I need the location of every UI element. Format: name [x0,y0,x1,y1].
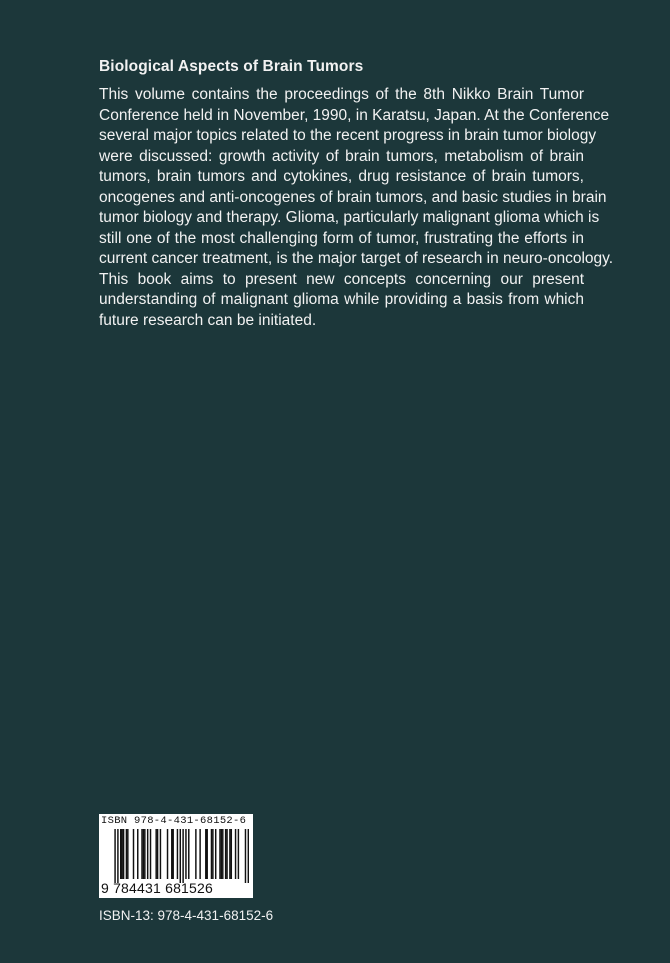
description-line: were discussed: growth activity of brain tumors, metabolism of brain [99,147,584,165]
description-line: oncogenes and anti-oncogenes of brain tumors, and basic studies in brain [99,188,607,206]
barcode-bar [114,829,115,883]
isbn-barcode [99,814,253,898]
barcode-bar [141,829,142,879]
isbn-13-text: ISBN-13: 978-4-431-68152-6 [99,908,274,923]
description-line: This book aims to present new concepts concerning our present [99,270,584,288]
barcode-bar [172,829,173,879]
barcode-bar [226,829,227,879]
barcode-bar [245,829,246,883]
barcode-bar [188,829,189,879]
barcode-bar [221,829,222,879]
barcode-bar [238,829,239,879]
barcode-bar [160,829,161,879]
barcode-bar [123,829,124,879]
barcode-bar [205,829,206,879]
barcode-bar [199,829,200,879]
description-line: current cancer treatment, is the major target of research in neuro-oncology. [99,250,614,267]
barcode-bar [225,829,226,879]
barcode-bar [211,829,212,879]
description-line: tumor biology and therapy. Glioma, particularly malignant glioma which is [99,209,600,226]
barcode-bar [155,829,156,879]
barcode-bar [215,829,216,879]
barcode-isbn-label: ISBN 978-4-431-68152-6 [101,815,247,827]
barcode-bar [206,829,207,879]
barcode-bar [144,829,145,879]
barcode-bar [219,829,220,879]
description-line: several major topics related to the recent progress in brain tumor biology [99,127,597,144]
description-line: future research can be initiated. [99,311,317,329]
barcode-bar [147,829,148,879]
barcode-bar [121,829,122,879]
barcode-bar [137,829,138,879]
barcode-bar [171,829,172,879]
barcode-bar [127,829,128,879]
barcode-bar [120,829,121,879]
barcode-bar [185,829,186,879]
barcode-bar [133,829,134,879]
barcode-bar [248,829,249,883]
barcode-digits: 9 784431 681526 [101,880,213,896]
barcode-bar [235,829,236,879]
description-line: This volume contains the proceedings of the 8th Nikko Brain Tumor [99,86,584,103]
barcode-bar [212,829,213,879]
barcode-bar [195,829,196,879]
barcode-bar [117,829,118,883]
book-description [99,85,614,331]
barcode-bar [229,829,230,879]
barcode-bar [177,829,178,879]
barcode-bar [222,829,223,879]
barcode-bar [182,829,183,883]
description-line: Conference held in November, 1990, in Karatsu, Japan. At the Conference [99,106,610,124]
barcode-bar [157,829,158,879]
book-title: Biological Aspects of Brain Tumors [99,58,364,75]
barcode-bars [103,829,249,883]
barcode-bar [180,829,181,883]
barcode-bar [231,829,232,879]
description-line: understanding of malignant glioma while providing a basis from which [99,291,584,308]
barcode-bar [143,829,144,879]
barcode-bar [167,829,168,879]
barcode-bar [126,829,127,879]
description-line: still one of the most challenging form of tumor, frustrating the efforts in [99,229,584,247]
description-line: tumors, brain tumors and cytokines, drug resistance of brain tumors, [99,168,584,185]
barcode-bar [150,829,151,879]
